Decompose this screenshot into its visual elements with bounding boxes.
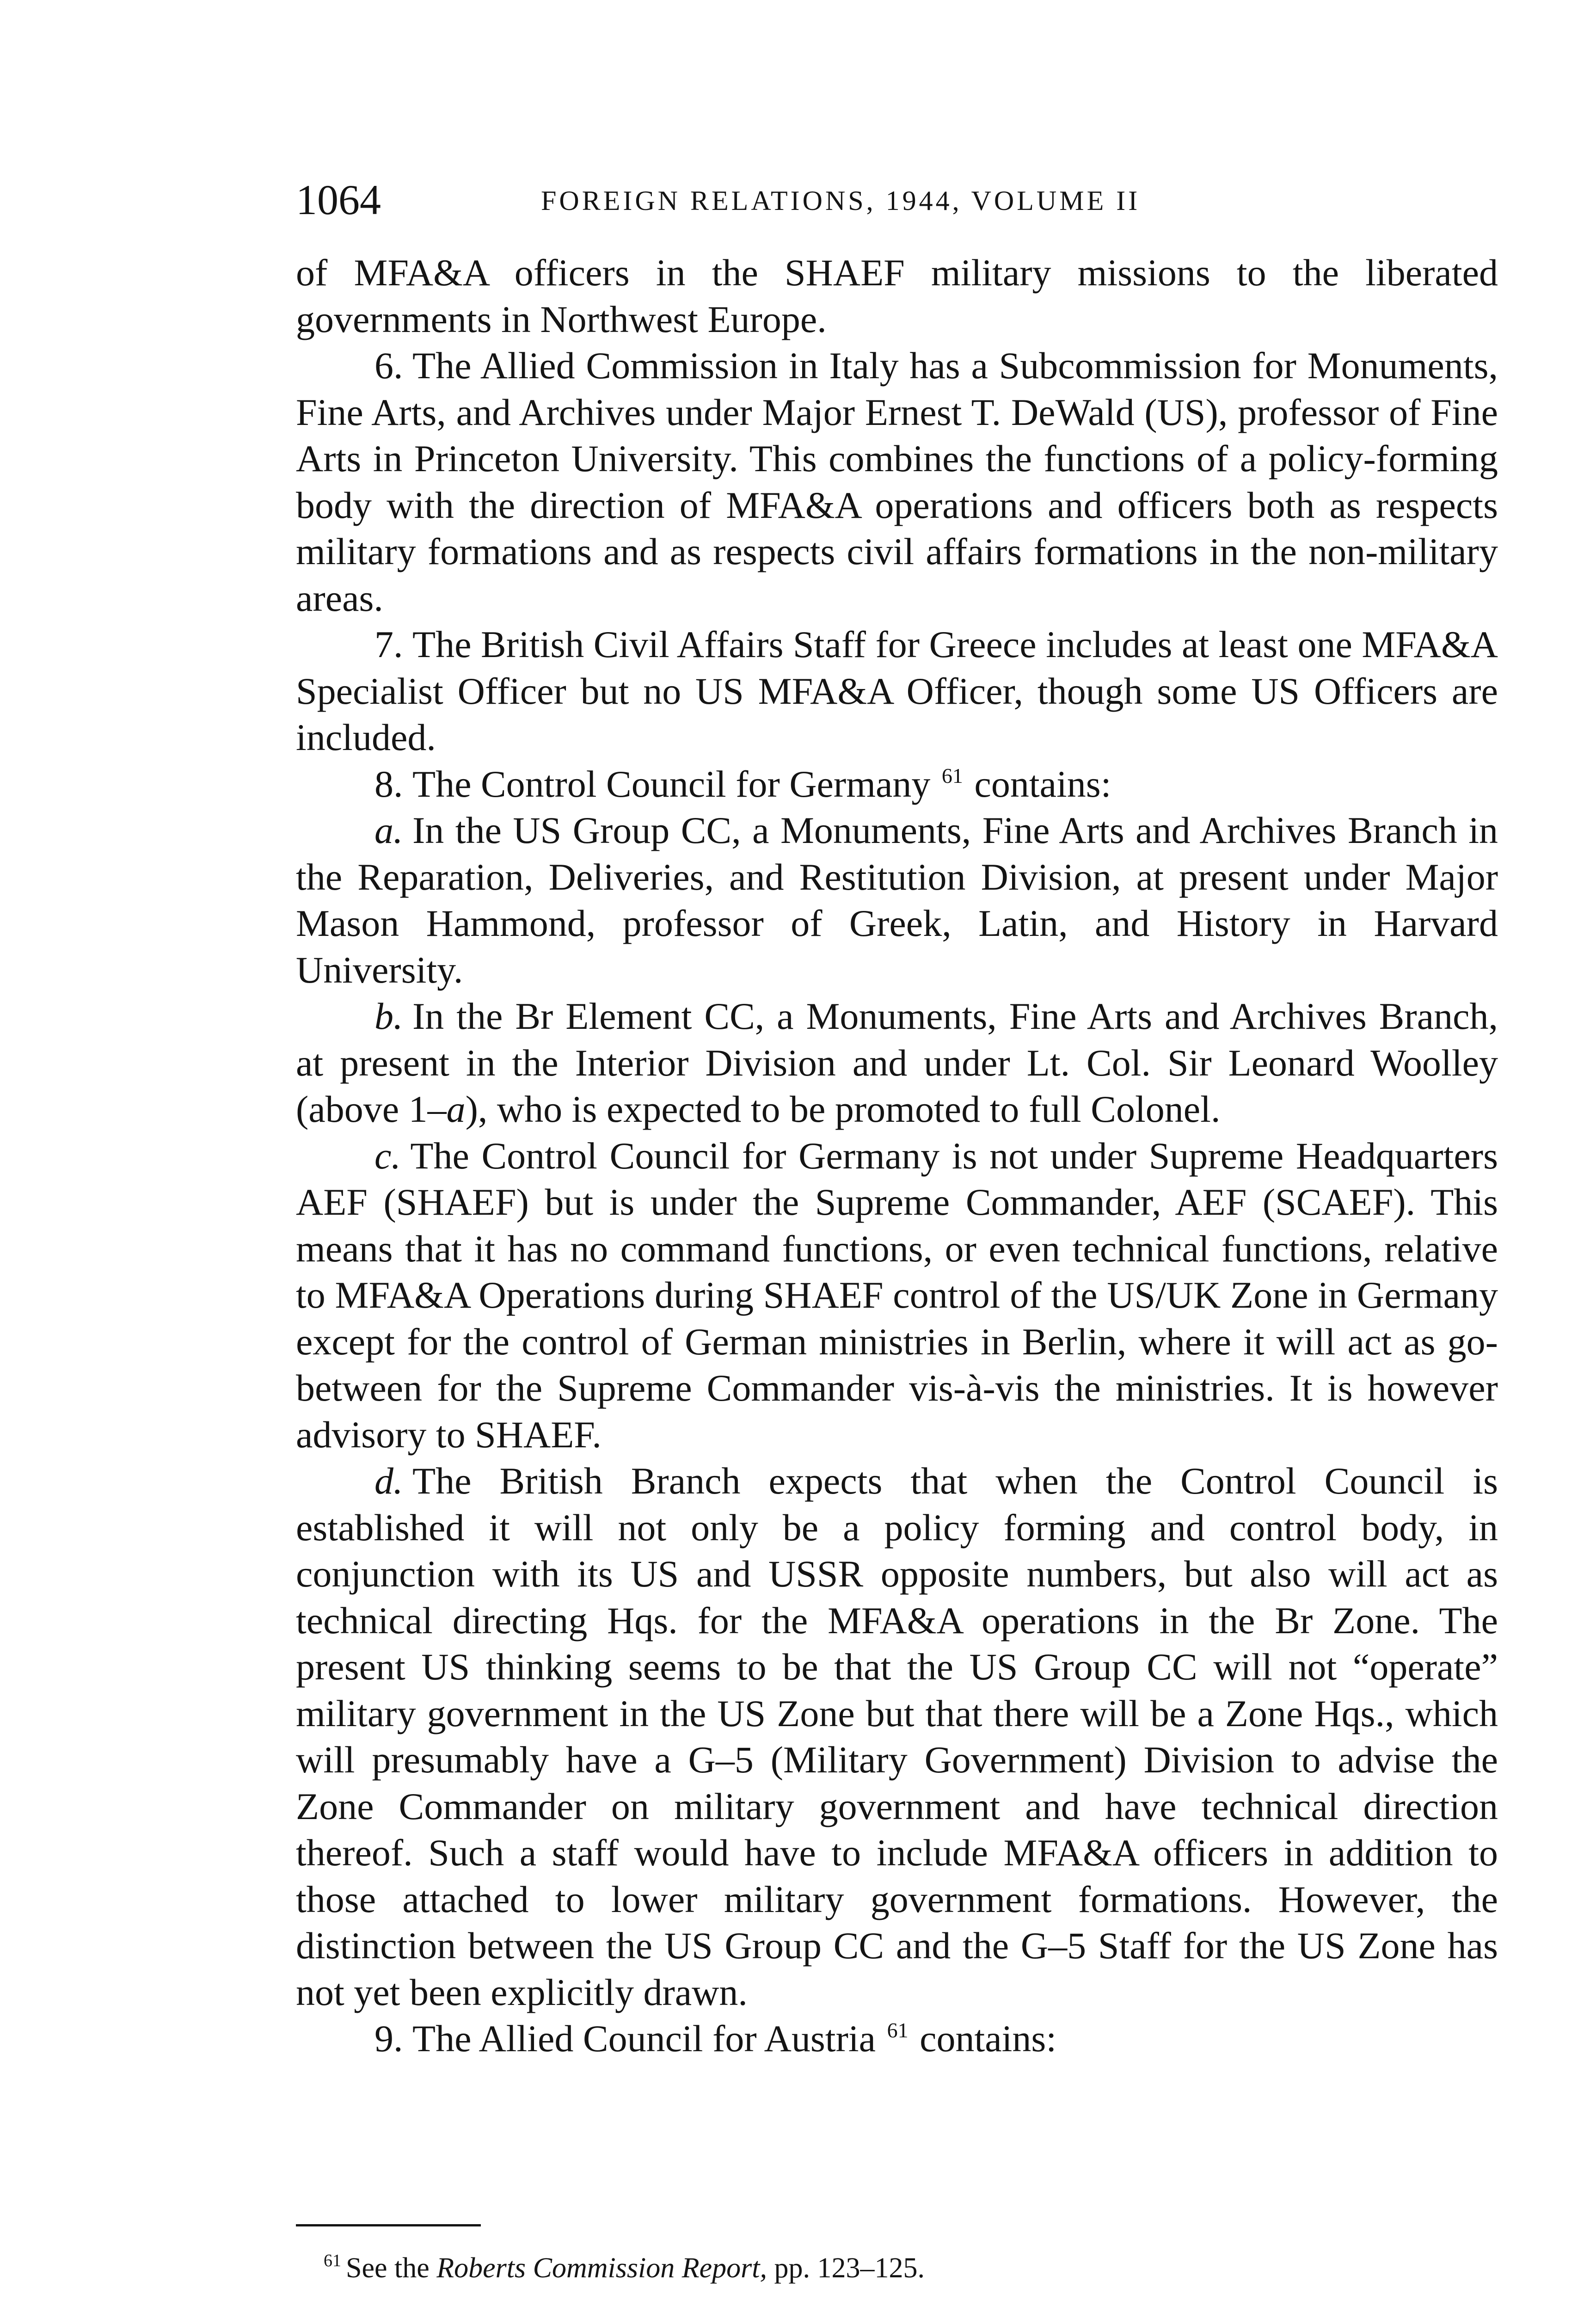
body-text [296, 250, 1498, 2062]
paragraph-8b [296, 993, 1498, 1133]
paragraph-8a [296, 807, 1498, 993]
item-number-9: 9. [374, 2017, 403, 2060]
running-title: FOREIGN RELATIONS, 1944, VOLUME II [541, 185, 1141, 216]
paragraph-8d [296, 1458, 1498, 2016]
paragraph-6-text: The Allied Commission in Italy has a Subcommission for Monuments, Fine Arts, and Archives under Major Ernest T. DeWald (US), professor of Fine Arts in Princeton University. This combines the functions of a policy-forming body with the direction of MFA&A operations and officers both as respects military formations and as respects civil affairs formations in the non-military areas. [296, 344, 1498, 619]
paragraph-8b-text-after: ), who is expected to be promoted to full Colonel. [465, 1088, 1221, 1130]
item-number-7: 7. [374, 623, 403, 665]
paragraph-continued [296, 250, 1498, 343]
paragraph-8c-text: The Control Council for Germany is not under Supreme Headquarters AEF (SHAEF) but is under the Supreme Commander, AEF (SCAEF). This means that it has no command functions, or even technical functions, relative to MFA&A Operations during SHAEF control of the US/UK Zone in Germany except for the control of German ministries in Berlin, where it will act as go-between for the Supreme Commander vis-à-vis the ministries. It is however advisory to SHAEF. [296, 1134, 1498, 1456]
item-number-8: 8. [374, 762, 403, 805]
item-letter-b: b. [374, 995, 403, 1037]
item-letter-c: c. [374, 1134, 401, 1177]
footnote [296, 2247, 1498, 2289]
footnote-reference: 61 [887, 2018, 908, 2042]
paragraph-8c [296, 1133, 1498, 1458]
paragraph-8a-text: In the US Group CC, a Monuments, Fine Arts and Archives Branch in the Reparation, Deliveries, and Restitution Division, at present under Major Mason Hammond, professor of Greek, Latin, and History in Harvard University. [296, 809, 1498, 991]
paragraph-6 [296, 343, 1498, 621]
paragraph-8 [296, 761, 1498, 808]
item-letter-d: d. [374, 1460, 403, 1502]
footnote-mark: 61 [324, 2251, 341, 2270]
footnote-text-after: pp. 123–125. [774, 2252, 925, 2284]
paragraph-7 [296, 621, 1498, 761]
footnote-reference: 61 [941, 763, 963, 787]
footnote-rule [296, 2224, 481, 2226]
paragraph-continued-text: of MFA&A officers in the SHAEF military missions to the liberated governments in Northwest Europe. [296, 252, 1498, 340]
paragraph-8-text-after: contains: [974, 762, 1111, 805]
paragraph-9-text-before: The Allied Council for Austria [412, 2017, 876, 2060]
paragraph-9 [296, 2016, 1498, 2062]
paragraph-8d-text: The British Branch expects that when the Control Council is established it will not only be a policy forming and control body, in conjunction with its US and USSR opposite numbers, but also will act as technical directing Hqs. for the MFA&A operations in the Br Zone. The present US thinking seems to be that the US Group CC will not “operate” military government in the US Zone but that there will be a Zone Hqs., which will presumably have a G–5 (Military Government) Division to advise the Zone Commander on military government and have technical direction thereof. Such a staff would have to include MFA&A officers in addition to those attached to lower military government formations. However, the distinction between the US Group CC and the G–5 Staff for the US Zone has not yet been explicitly drawn. [296, 1460, 1498, 2013]
page-number: 1064 [296, 176, 381, 223]
paragraph-8b-text-before: In the Br Element CC, a Monuments, Fine Arts and Archives Branch, at present in the Interior Division and under Lt. Col. Sir Leonard Woolley (above 1– [296, 995, 1498, 1130]
paragraph-8-text-before: The Control Council for Germany [412, 762, 931, 805]
item-letter-a: a. [374, 809, 403, 851]
paragraph-9-text-after: contains: [920, 2017, 1057, 2060]
paragraph-7-text: The British Civil Affairs Staff for Greece includes at least one MFA&A Specialist Officer but no US MFA&A Officer, though some US Officers are included. [296, 623, 1498, 758]
footnote-source-title: Roberts Commission Report, [436, 2252, 767, 2284]
running-head [296, 172, 1304, 228]
paragraph-8b-italic: a [446, 1088, 466, 1130]
item-number-6: 6. [374, 344, 403, 387]
footnote-text-before: See the [346, 2252, 430, 2284]
